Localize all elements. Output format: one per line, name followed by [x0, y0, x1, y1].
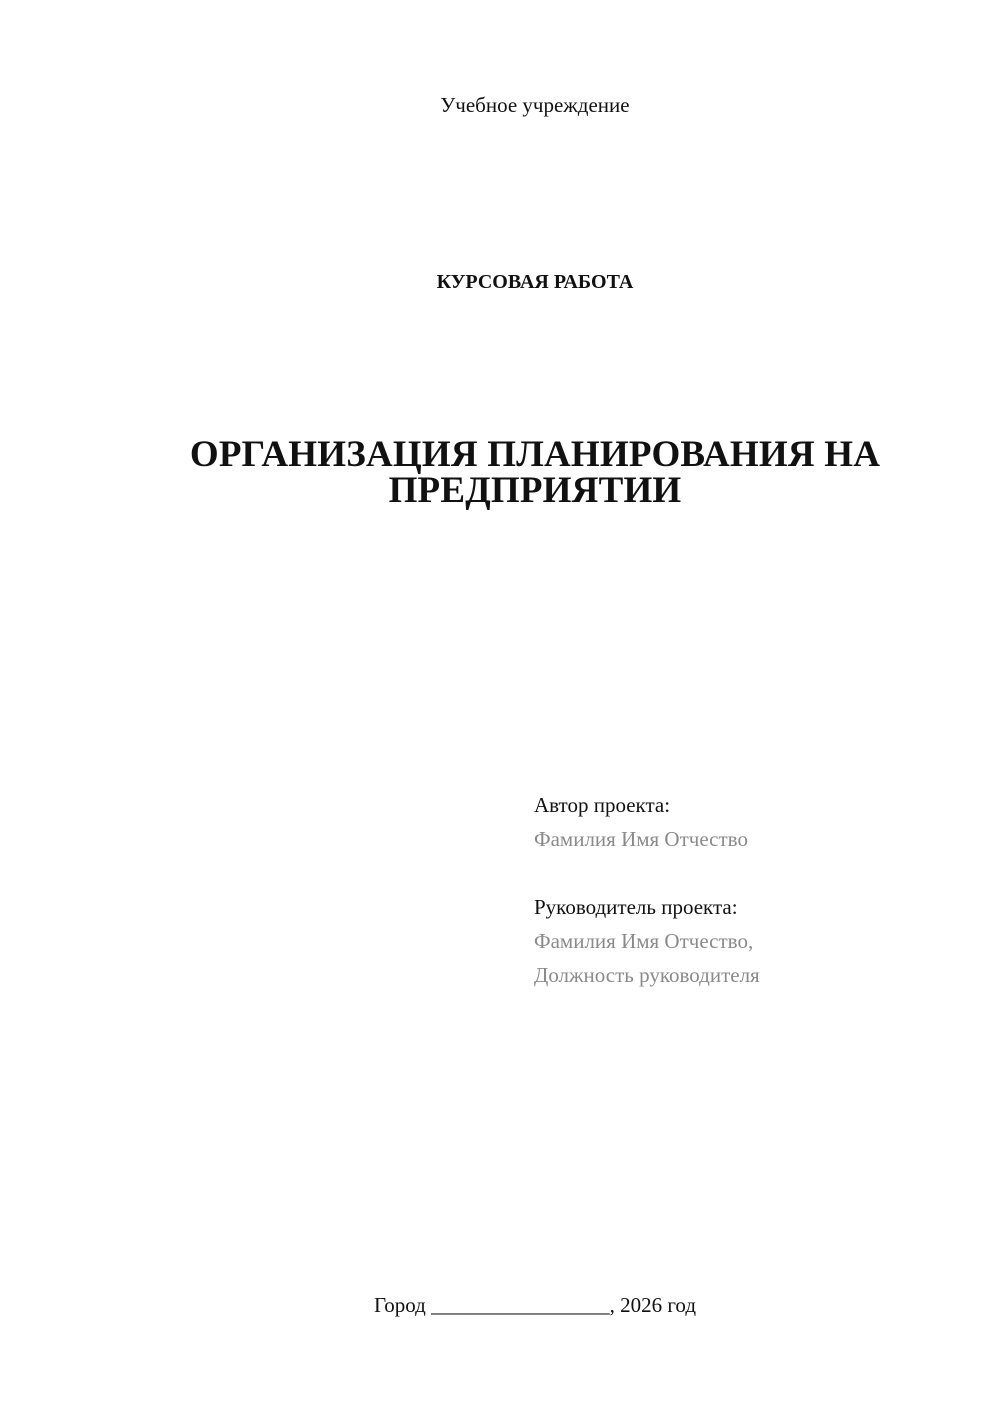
supervisor-label: Руководитель проекта: [534, 895, 738, 919]
title-line-1: ОРГАНИЗАЦИЯ ПЛАНИРОВАНИЯ НА [189, 434, 881, 475]
author-name: Фамилия Имя Отчество [534, 827, 748, 851]
title-line-2: ПРЕДПРИЯТИИ [388, 470, 682, 511]
city-label: Город [373, 1293, 426, 1317]
institution-name: Учебное учреждение [440, 93, 630, 117]
city-year-line [0, 1290, 1000, 1320]
work-type-heading: КУРСОВАЯ РАБОТА [436, 271, 634, 293]
year-text: , 2026 год [609, 1293, 697, 1317]
city-blank: _________________ [431, 1293, 610, 1317]
supervisor-block [534, 890, 760, 992]
author-block [534, 788, 760, 856]
supervisor-name: Фамилия Имя Отчество, [534, 929, 754, 953]
document-title [0, 434, 1000, 511]
project-info [534, 788, 760, 1026]
supervisor-position: Должность руководителя [534, 963, 760, 987]
author-label: Автор проекта: [534, 793, 671, 817]
